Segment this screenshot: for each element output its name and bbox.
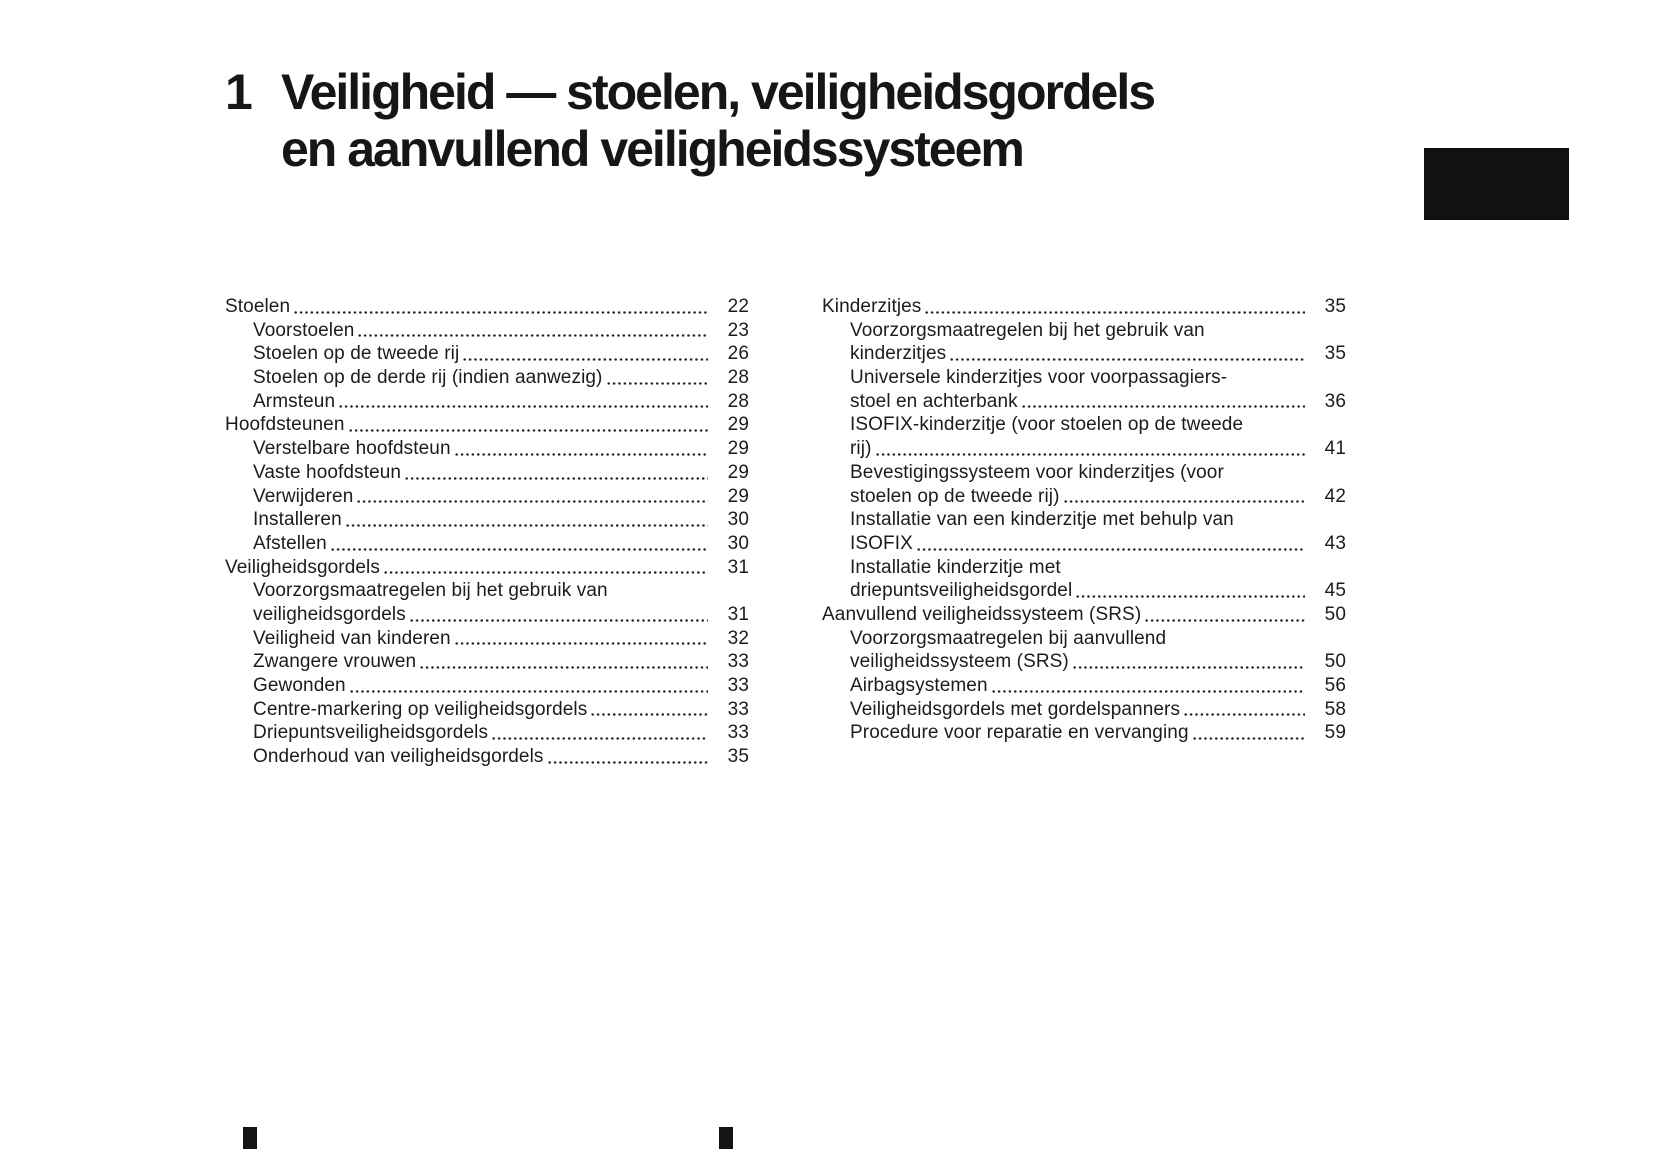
toc-dotted-leader (345, 523, 708, 528)
toc-entry-label: kinderzitjes (850, 343, 947, 365)
toc-entry (822, 295, 1346, 319)
toc-dotted-leader (916, 547, 1305, 552)
toc-entry (822, 508, 1346, 532)
toc-column-right (822, 295, 1346, 745)
toc-entry (225, 485, 749, 509)
toc-entry (225, 366, 749, 390)
toc-page-number: 36 (1324, 390, 1346, 412)
toc-entry-label: Voorzorgsmaatregelen bij aanvullend (850, 627, 1167, 649)
toc-entry (822, 342, 1346, 366)
toc-entry (225, 295, 749, 319)
toc-entry (822, 721, 1346, 745)
toc-page-number: 33 (727, 698, 749, 720)
toc-dotted-leader (949, 357, 1305, 362)
toc-entry (822, 674, 1346, 698)
toc-page-number: 50 (1324, 651, 1346, 673)
toc-entry-label: Vaste hoofdsteun (253, 461, 402, 483)
toc-entry (822, 437, 1346, 461)
toc-entry (822, 413, 1346, 437)
toc-entry-label: Gewonden (253, 675, 346, 696)
toc-dotted-leader (330, 547, 708, 552)
toc-entry-label: rij) (850, 438, 872, 460)
toc-entry (225, 698, 749, 722)
toc-dotted-leader (1144, 618, 1305, 623)
toc-dotted-leader (419, 665, 708, 670)
chapter-title (225, 64, 1154, 178)
toc-entry (225, 342, 749, 366)
print-registration-mark (243, 1127, 257, 1149)
toc-dotted-leader (454, 452, 708, 457)
toc-entry-label: veiligheidssysteem (SRS) (850, 651, 1069, 673)
toc-entry-label: Voorstoelen (253, 319, 355, 341)
toc-page-number: 29 (727, 485, 749, 507)
toc-entry-label: stoelen op de tweede rij) (850, 485, 1060, 507)
toc-page-number: 30 (727, 532, 749, 554)
toc-entry (822, 485, 1346, 509)
toc-page-number: 33 (727, 651, 749, 673)
toc-entry-label: Verstelbare hoofdsteun (253, 438, 451, 460)
toc-dotted-leader (383, 570, 708, 575)
toc-entry-label: Veiligheidsgordels (225, 556, 380, 578)
toc-entry (225, 745, 749, 769)
toc-entry (225, 319, 749, 343)
toc-entry-label: Stoelen (225, 296, 291, 317)
toc-page-number: 43 (1324, 532, 1346, 554)
toc-dotted-leader (1063, 499, 1305, 504)
toc-entry-label: Stoelen op de derde rij (indien aanwezig) (253, 367, 603, 389)
toc-entry-label: Voorzorgsmaatregelen bij het gebruik van (850, 319, 1205, 341)
toc-entry-label: Afstellen (253, 532, 327, 554)
toc-entry (225, 650, 749, 674)
toc-entry-label: Onderhoud van veiligheidsgordels (253, 746, 544, 768)
toc-page-number: 29 (727, 438, 749, 460)
toc-page-number: 23 (727, 319, 749, 341)
toc-entry (225, 532, 749, 556)
toc-entry-label: Universele kinderzitjes voor voorpassagiers- (850, 367, 1228, 389)
toc-entry (225, 721, 749, 745)
toc-column-left (225, 295, 749, 769)
toc-entry (822, 556, 1346, 580)
toc-dotted-leader (357, 333, 708, 338)
toc-entry-label: Procedure voor reparatie en vervanging (850, 722, 1189, 744)
toc-entry (225, 556, 749, 580)
toc-entry-label: driepuntsveiligheidsgordel (850, 580, 1073, 602)
toc-entry-label: Verwijderen (253, 485, 354, 507)
toc-page-number: 35 (727, 746, 749, 768)
toc-dotted-leader (454, 641, 708, 646)
toc-entry (225, 579, 749, 603)
toc-dotted-leader (606, 381, 709, 386)
toc-entry-label: Kinderzitjes (822, 296, 922, 317)
toc-dotted-leader (547, 760, 708, 765)
toc-dotted-leader (293, 310, 708, 315)
toc-dotted-leader (1075, 594, 1305, 599)
toc-entry-label: Zwangere vrouwen (253, 651, 417, 673)
print-registration-mark (719, 1127, 733, 1149)
toc-entry (225, 603, 749, 627)
toc-entry-label: Voorzorgsmaatregelen bij het gebruik van (253, 580, 608, 602)
toc-entry (225, 413, 749, 437)
toc-dotted-leader (924, 310, 1305, 315)
toc-dotted-leader (404, 476, 708, 481)
chapter-title-text (281, 64, 1154, 178)
toc-dotted-leader (1183, 712, 1305, 717)
toc-page-number: 32 (727, 627, 749, 649)
toc-dotted-leader (1072, 665, 1305, 670)
chapter-title-line-1: Veiligheid — stoelen, veiligheidsgordels (281, 64, 1155, 120)
toc-dotted-leader (409, 618, 708, 623)
toc-page-number: 59 (1324, 722, 1346, 744)
toc-entry-label: Veiligheidsgordels met gordelspanners (850, 698, 1181, 720)
toc-entry (225, 390, 749, 414)
toc-entry (822, 627, 1346, 651)
toc-entry (822, 461, 1346, 485)
toc-entry-label: ISOFIX (850, 532, 913, 554)
toc-dotted-leader (462, 357, 708, 362)
toc-entry-label: Stoelen op de tweede rij (253, 343, 460, 365)
toc-page-number: 28 (727, 367, 749, 389)
toc-entry (822, 390, 1346, 414)
toc-page-number: 29 (727, 461, 749, 483)
toc-entry (225, 674, 749, 698)
toc-entry-label: Armsteun (253, 390, 336, 412)
toc-entry-label: Bevestigingssysteem voor kinderzitjes (voor (850, 461, 1224, 483)
toc-page-number: 22 (727, 296, 749, 317)
toc-page-number: 35 (1324, 296, 1346, 317)
toc-dotted-leader (1021, 404, 1305, 409)
chapter-tab-marker (1424, 148, 1569, 220)
toc-dotted-leader (590, 712, 708, 717)
toc-page-number: 42 (1324, 485, 1346, 507)
toc-page-number: 31 (727, 556, 749, 578)
toc-entry (822, 366, 1346, 390)
toc-entry-label: Installatie van een kinderzitje met behulp van (850, 509, 1234, 531)
chapter-title-line-2: en aanvullend veiligheidssysteem (281, 121, 1023, 177)
toc-dotted-leader (491, 736, 708, 741)
toc-entry-label: ISOFIX-kinderzitje (voor stoelen op de tweede (850, 414, 1244, 436)
chapter-number: 1 (225, 64, 251, 120)
toc-entry-label: Installatie kinderzitje met (850, 556, 1061, 578)
toc-page-number: 58 (1324, 698, 1346, 720)
toc-page-number: 33 (727, 722, 749, 744)
toc-entry (225, 437, 749, 461)
toc-entry-label: Airbagsystemen (850, 675, 988, 696)
toc-entry-label: Driepuntsveiligheidsgordels (253, 722, 489, 744)
toc-entry-label: Centre-markering op veiligheidsgordels (253, 698, 588, 720)
toc-dotted-leader (356, 499, 708, 504)
toc-entry-label: veiligheidsgordels (253, 603, 406, 625)
toc-dotted-leader (1192, 736, 1305, 741)
toc-page-number: 45 (1324, 580, 1346, 602)
toc-page-number: 29 (727, 414, 749, 436)
toc-page-number: 41 (1324, 438, 1346, 460)
toc-entry (822, 319, 1346, 343)
toc-entry-label: Hoofdsteunen (225, 414, 345, 436)
toc-page-number: 56 (1324, 675, 1346, 696)
toc-entry (822, 650, 1346, 674)
toc-entry-label: Aanvullend veiligheidssysteem (SRS) (822, 603, 1142, 625)
toc-page-number: 28 (727, 390, 749, 412)
toc-page-number: 35 (1324, 343, 1346, 365)
toc-dotted-leader (875, 452, 1306, 457)
toc-page-number: 31 (727, 603, 749, 625)
toc-entry (225, 508, 749, 532)
toc-entry (822, 579, 1346, 603)
toc-entry-label: Installeren (253, 509, 342, 531)
toc-entry-label: Veiligheid van kinderen (253, 627, 451, 649)
toc-entry (225, 461, 749, 485)
toc-entry-label: stoel en achterbank (850, 390, 1018, 412)
toc-dotted-leader (348, 428, 708, 433)
toc-entry (225, 627, 749, 651)
toc-dotted-leader (991, 689, 1305, 694)
toc-dotted-leader (349, 689, 708, 694)
toc-entry (822, 532, 1346, 556)
toc-dotted-leader (338, 404, 708, 409)
toc-entry (822, 698, 1346, 722)
toc-page-number: 26 (727, 343, 749, 365)
toc-page-number: 33 (727, 675, 749, 696)
toc-page-number: 30 (727, 509, 749, 531)
toc-entry (822, 603, 1346, 627)
toc-page-number: 50 (1324, 603, 1346, 625)
